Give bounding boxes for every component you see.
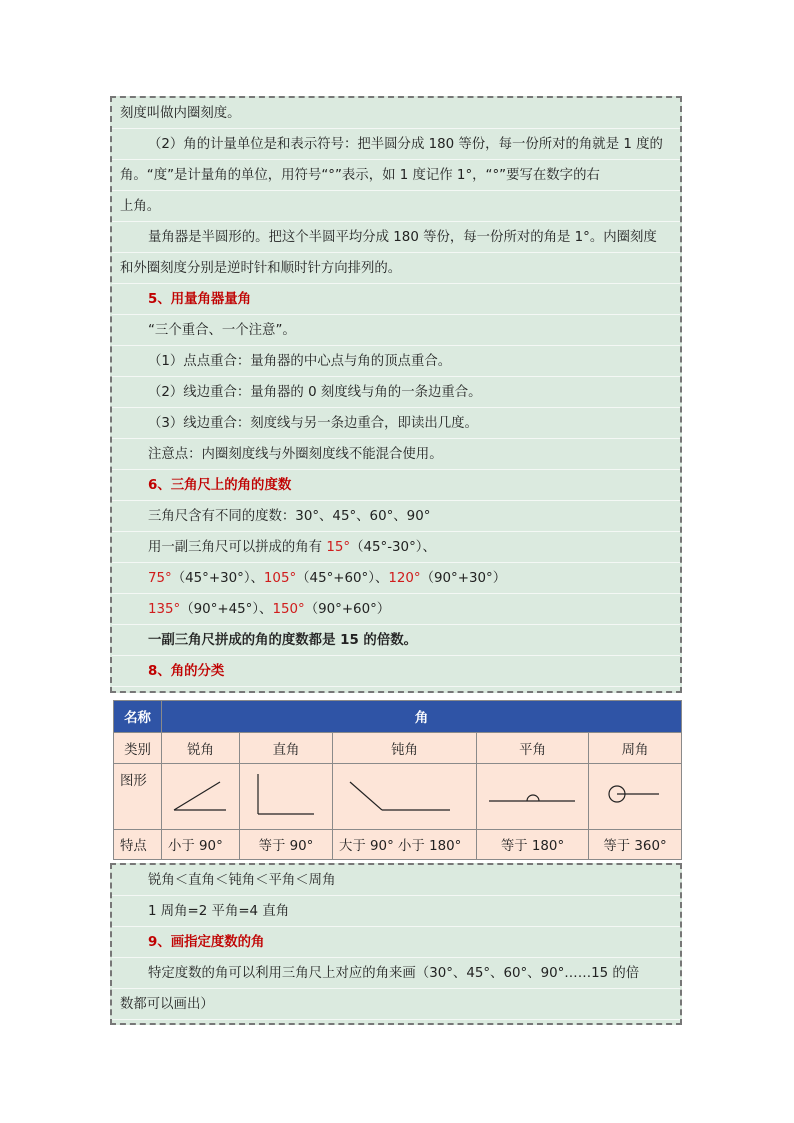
category-cell: 钝角 bbox=[333, 733, 477, 764]
section-heading bbox=[112, 927, 680, 958]
heading-text: 8、角的分类 bbox=[148, 664, 225, 679]
text-line bbox=[112, 98, 680, 129]
text: 数都可以画出） bbox=[120, 997, 214, 1012]
text-line bbox=[112, 439, 680, 470]
heading-text: 5、用量角器量角 bbox=[148, 292, 252, 307]
feature-cell: 等于 180° bbox=[477, 830, 589, 860]
text: 特定度数的角可以利用三角尺上对应的角来画（30°、45°、60°、90°……15 的倍 bbox=[148, 966, 640, 981]
figure-cell bbox=[589, 764, 682, 830]
angle-value: 105° bbox=[263, 571, 297, 586]
feature-cell: 小于 90° bbox=[162, 830, 240, 860]
text-line bbox=[112, 563, 680, 594]
text: （45°-30°）、 bbox=[350, 540, 436, 555]
text: （90°+45°）、 bbox=[180, 602, 273, 617]
text: 上角。 bbox=[120, 199, 161, 214]
summary-line bbox=[112, 625, 680, 656]
category-cell: 周角 bbox=[589, 733, 682, 764]
angle-value: 150° bbox=[272, 602, 305, 617]
table-header-row bbox=[114, 701, 682, 733]
figure-cell bbox=[240, 764, 333, 830]
text: 和外圈刻度分别是逆时针和顺时针方向排列的。 bbox=[120, 261, 402, 276]
feature-cell: 等于 90° bbox=[240, 830, 333, 860]
text-line bbox=[112, 408, 680, 439]
text: （2）角的计量单位是和表示符号：把半圆分成 180 等份，每一份所对的角就是 1 度的 bbox=[148, 137, 663, 152]
row-label: 类别 bbox=[114, 733, 162, 764]
row-label: 图形 bbox=[114, 764, 162, 830]
text: 1 周角=2 平角=4 直角 bbox=[148, 904, 290, 919]
text-line bbox=[112, 594, 680, 625]
full-angle-icon bbox=[595, 764, 675, 824]
obtuse-angle-icon bbox=[340, 764, 470, 824]
knowledge-panel-1 bbox=[110, 96, 682, 693]
category-cell: 直角 bbox=[240, 733, 333, 764]
text: 锐角＜直角＜钝角＜平角＜周角 bbox=[148, 873, 336, 888]
section-heading bbox=[112, 470, 680, 501]
text: （1）点点重合：量角器的中心点与角的顶点重合。 bbox=[148, 354, 452, 369]
text: 量角器是半圆形的。把这个半圆平均分成 180 等份，每一份所对的角是 1°。内圈刻度 bbox=[148, 230, 657, 245]
text: 刻度叫做内圈刻度。 bbox=[120, 106, 241, 121]
angle-value: 75° bbox=[148, 571, 172, 586]
figure-cell bbox=[477, 764, 589, 830]
knowledge-panel-2 bbox=[110, 863, 682, 1025]
text-line bbox=[112, 253, 680, 284]
text: （90°+60°） bbox=[304, 602, 391, 617]
category-cell: 锐角 bbox=[162, 733, 240, 764]
text-line bbox=[112, 129, 680, 160]
feature-cell: 等于 360° bbox=[589, 830, 682, 860]
figure-cell bbox=[162, 764, 240, 830]
text: 注意点：内圈刻度线与外圈刻度线不能混合使用。 bbox=[148, 447, 443, 462]
angle-value: 135° bbox=[148, 602, 181, 617]
text-line bbox=[112, 501, 680, 532]
section-heading bbox=[112, 656, 680, 687]
figure-cell bbox=[333, 764, 477, 830]
text: （3）线边重合：刻度线与另一条边重合，即读出几度。 bbox=[148, 416, 478, 431]
header-label: 名称 bbox=[114, 701, 162, 733]
text: （90°+30°） bbox=[420, 571, 507, 586]
text: （45°+60°）、 bbox=[296, 571, 389, 586]
angle-classification-table bbox=[113, 700, 682, 860]
text: （2）线边重合：量角器的 0 刻度线与角的一条边重合。 bbox=[148, 385, 482, 400]
text-line bbox=[112, 346, 680, 377]
text-line bbox=[112, 958, 680, 989]
text: 三角尺含有不同的度数：30°、45°、60°、90° bbox=[148, 509, 431, 524]
right-angle-icon bbox=[246, 764, 326, 824]
text-line bbox=[112, 865, 680, 896]
acute-angle-icon bbox=[168, 764, 234, 824]
text: “三个重合、一个注意”。 bbox=[148, 323, 296, 338]
text: 角。“度”是计量角的单位，用符号“°”表示，如 1 度记作 1°，“°”要写在数字的右 bbox=[120, 168, 600, 183]
text-line bbox=[112, 222, 680, 253]
table-row-feature bbox=[114, 830, 682, 860]
table-row-category bbox=[114, 733, 682, 764]
feature-cell: 大于 90° 小于 180° bbox=[333, 830, 477, 860]
header-title: 角 bbox=[162, 701, 682, 733]
text-line bbox=[112, 160, 680, 191]
text-line bbox=[112, 191, 680, 222]
table-row-figure bbox=[114, 764, 682, 830]
text-line bbox=[112, 896, 680, 927]
text-line bbox=[112, 989, 680, 1020]
text: 用一副三角尺可以拼成的角有 bbox=[148, 540, 327, 555]
text-line bbox=[112, 532, 680, 563]
heading-text: 9、画指定度数的角 bbox=[148, 935, 265, 950]
heading-text: 6、三角尺上的角的度数 bbox=[148, 478, 292, 493]
text: （45°+30°）、 bbox=[171, 571, 264, 586]
text-line bbox=[112, 315, 680, 346]
angle-value: 15° bbox=[326, 540, 351, 555]
angle-value: 120° bbox=[388, 571, 421, 586]
text: 一副三角尺拼成的角的度数都是 15 的倍数。 bbox=[148, 633, 417, 648]
row-label: 特点 bbox=[114, 830, 162, 860]
section-heading bbox=[112, 284, 680, 315]
straight-angle-icon bbox=[483, 764, 583, 824]
category-cell: 平角 bbox=[477, 733, 589, 764]
text-line bbox=[112, 377, 680, 408]
